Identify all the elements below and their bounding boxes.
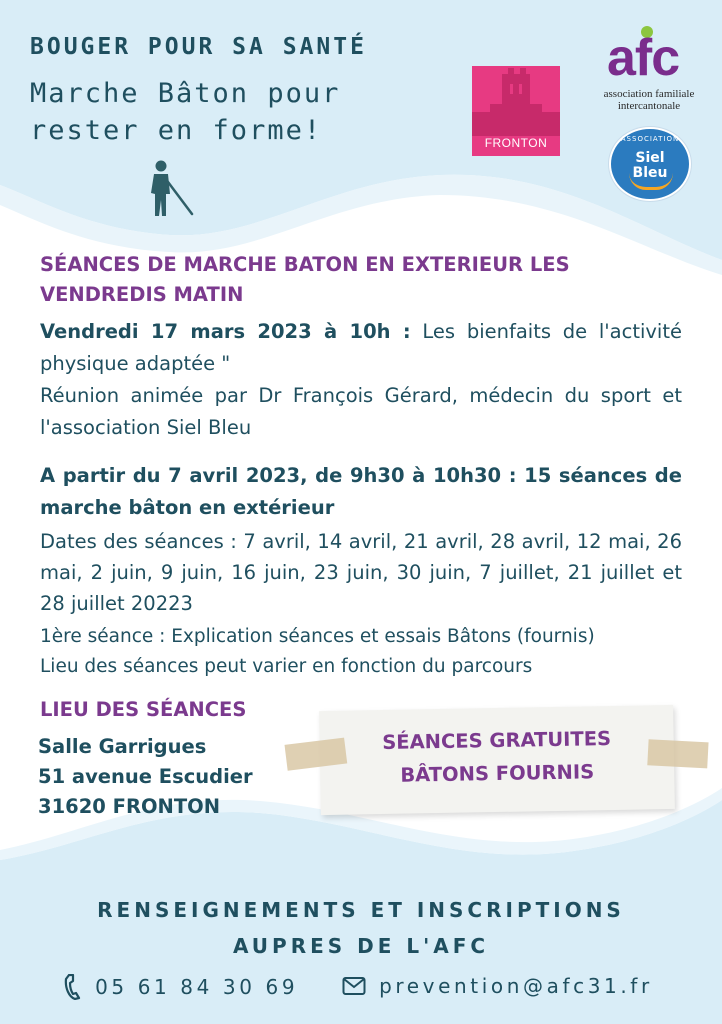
event1-text: Les bienfaits de l'activité physique adaptée " [40, 320, 682, 375]
poster-title: BOUGER POUR SA SANTÉ [30, 34, 367, 60]
afc-logo-word: afc [607, 29, 680, 87]
phone-number[interactable]: 05 61 84 30 69 [95, 975, 299, 999]
siel-bleu-name-1: Siel [635, 150, 665, 166]
phone-icon [64, 974, 82, 1000]
address-line2: 51 avenue Escudier [38, 765, 253, 788]
footer-line1: RENSEIGNEMENTS ET INSCRIPTIONS [97, 898, 625, 922]
email-contact [342, 974, 653, 998]
fronton-logo-label: FRONTON [484, 136, 548, 150]
address-line1: Salle Garrigues [38, 735, 207, 758]
note-line1: SÉANCES GRATUITES [382, 727, 612, 754]
section-title: SÉANCES DE MARCHE BATON EN EXTERIEUR LES VENDREDIS MATIN [40, 253, 570, 306]
mail-icon [342, 976, 366, 996]
footer-line2: AUPRES DE L'AFC [232, 934, 490, 958]
siel-bleu-logo [609, 127, 691, 201]
event1-date: Vendredi 17 mars 2023 à 10h : [40, 320, 411, 343]
place-note: Lieu des séances peut varier en fonction du parcours [40, 656, 533, 677]
event1-paragraph [40, 316, 682, 444]
first-session-note: 1ère séance : Explication séances et essais Bâtons (fournis) [40, 626, 595, 647]
note-line2: BÂTONS FOURNIS [400, 760, 595, 787]
siel-bleu-name-2: Bleu [632, 165, 668, 181]
free-sessions-note [319, 705, 675, 815]
fronton-logo [472, 66, 560, 156]
address-line3: 31620 FRONTON [38, 795, 221, 818]
event1-more: Réunion animée par Dr François Gérard, médecin du sport et l'association Siel Bleu [40, 384, 682, 439]
event2-title: A partir du 7 avril 2023, de 9h30 à 10h30 : 15 séances de marche bâton en extérieur [40, 464, 682, 519]
poster-subtitle: Marche Bâton pour rester en forme! [30, 78, 341, 146]
afc-logo-line2: intercantonale [617, 100, 681, 112]
fronton-tower-icon [472, 66, 560, 136]
location-address [38, 732, 253, 822]
email-address[interactable]: prevention@afc31.fr [379, 974, 653, 998]
siel-bleu-assoc: ASSOCIATION [620, 135, 680, 143]
session-notes [40, 622, 682, 682]
phone-contact [64, 974, 298, 1000]
siel-bleu-smile-icon [629, 173, 673, 190]
afc-logo-line1: association familiale [603, 88, 695, 100]
session-dates: Dates des séances : 7 avril, 14 avril, 21 avril, 28 avril, 12 mai, 26 mai, 2 juin, 9 juin, 16 juin, 23 juin, 30 juin, 7 juillet, 21 juillet et 28 juillet 20223 [40, 530, 682, 615]
location-title: LIEU DES SÉANCES [40, 698, 247, 721]
afc-logo [585, 22, 710, 117]
walker-with-cane-icon [148, 160, 196, 218]
